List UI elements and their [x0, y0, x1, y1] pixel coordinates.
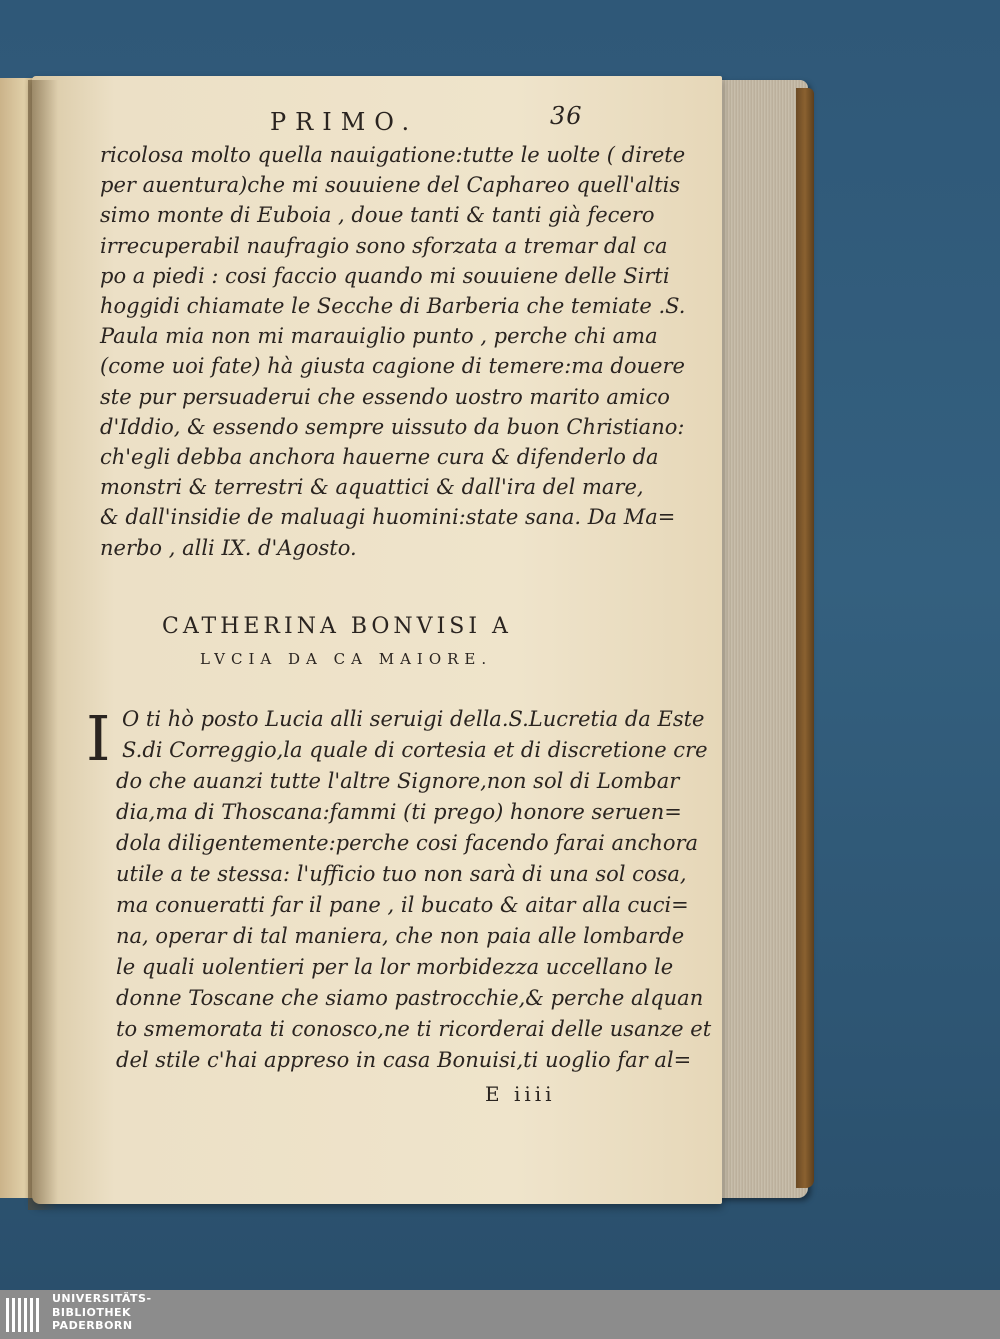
- text-line: ste pur persuaderui che essendo uostro marito amico: [100, 384, 670, 409]
- logo-line-2: BIBLIOTHEK: [52, 1305, 132, 1319]
- letter-line: utile a te stessa: l'ufficio tuo non sarà di una sol cosa,: [116, 862, 687, 886]
- text-line: nerbo , alli IX. d'Agosto.: [100, 535, 357, 560]
- letter-body: [116, 704, 712, 1076]
- university-library-logo-icon: [4, 1294, 46, 1336]
- letter-line: to smemorata ti conosco,ne ti ricorderai delle usanze et: [116, 1017, 712, 1041]
- text-line: ch'egli debba anchora hauerne cura & difenderlo da: [100, 445, 659, 470]
- letter-line: le quali uolentieri per la lor morbidezza uccellano le: [116, 955, 674, 979]
- letter-continuation: [100, 140, 686, 563]
- text-line: monstri & terrestri & aquattici & dall'ira del mare,: [100, 475, 644, 500]
- logo-line-3: PADERBORN: [52, 1319, 133, 1332]
- text-line: d'Iddio, & essendo sempre uissuto da buon Christiano:: [100, 414, 685, 439]
- letter-line: S.di Correggio,la quale di cortesia et di discretione cre: [122, 738, 708, 762]
- text-line: ricolosa molto quella nauigatione:tutte le uolte ( direte: [100, 143, 686, 167]
- drop-capital: I: [86, 702, 111, 775]
- letter-heading-sender: CATHERINA BONVISI A: [162, 614, 512, 639]
- spine-shadow: [28, 80, 58, 1210]
- letter-line: del stile c'hai appreso in casa Bonuisi,ti uoglio far al=: [116, 1048, 692, 1072]
- text-line: irrecuperabil naufragio sono sforzata a tremar dal ca: [100, 233, 668, 258]
- book-cover-edge: [796, 88, 814, 1188]
- text-line: & dall'insidie de maluagi huomini:state sana. Da Ma=: [100, 505, 676, 530]
- text-line: simo monte di Euboia , doue tanti & tanti già fecero: [100, 203, 655, 228]
- letter-line: dola diligentemente:perche cosi facendo farai anchora: [116, 831, 699, 855]
- running-header: [270, 102, 650, 142]
- letter-line: O ti hò posto Lucia alli seruigi della.S.Lucretia da Este: [122, 707, 705, 731]
- signature-mark: E iiii: [485, 1082, 556, 1106]
- letter-line: donne Toscane che siamo pastrocchie,& perche alquan: [116, 986, 704, 1010]
- letter-line: ma conueratti far il pane , il bucato & aitar alla cuci=: [116, 893, 689, 917]
- text-line: Paula mia non mi marauiglio punto , perche chi ama: [100, 324, 658, 349]
- running-head-title: PRIMO.: [270, 108, 419, 136]
- letter-line: dia,ma di Thoscana:fammi (ti prego) honore seruen=: [116, 800, 682, 824]
- letter-heading-recipient: LVCIA DA CA MAIORE.: [200, 650, 493, 668]
- page-number: 36: [550, 102, 583, 130]
- text-line: (come uoi fate) hà giusta cagione di temere:ma douere: [100, 354, 685, 379]
- library-logo-text: [52, 1292, 252, 1333]
- logo-line-1: UNIVERSITÄTS-: [52, 1292, 152, 1305]
- text-line: hoggidi chiamate le Secche di Barberia che temiate .S.: [100, 294, 686, 319]
- page-block-edges: [716, 80, 808, 1198]
- letter-line: na, operar di tal maniera, che non paia alle lombarde: [116, 924, 685, 948]
- text-line: po a piedi : cosi faccio quando mi souuiene delle Sirti: [100, 263, 670, 288]
- text-line: per auentura)che mi souuiene del Caphareo quell'altis: [100, 173, 681, 198]
- letter-line: do che auanzi tutte l'altre Signore,non sol di Lombar: [116, 769, 680, 793]
